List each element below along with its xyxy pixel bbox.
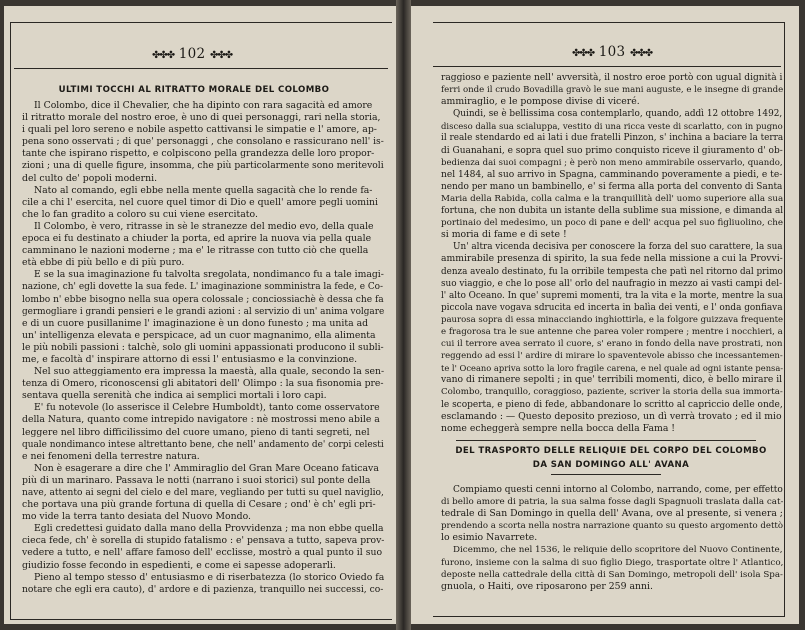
right-text-bottom-line: Compiamo questi cenni intorno al Colombo, narrando, come, per effetto [453,485,783,495]
right-text-top-line: le scoperta, e pieno di fede, abbandonare lo scritto al capriccio delle onde, [441,399,783,410]
left-text-line: i quali pel loro sereno e nobile aspetto cattivansi le simpatie e l' amore, ap- [22,124,377,136]
left-text-line: lombo n' ebbe bisogno nella sua opera colossale ; conciossiachè è dessa che fa [22,294,384,305]
right-text-top-line: di Guanahani, e sopra quel suo primo conquisto riceve il giuramento d' ob- [441,145,783,156]
right-body-text-bottom [441,484,783,593]
left-text-line: camminano le nazioni moderne ; ma e' le ritrasse con tutto ciò che quella [22,245,369,257]
left-text-line: E se la sua imaginazione fu talvolta sregolata, nondimanco fu a tale imagi- [34,269,384,281]
left-text-line: tante che ispirano rispetto, e colpiscono pella grandezza delle loro propor- [22,148,375,160]
left-text-line: Il Colombo, dice il Chevalier, che ha dipinto con rara sagacità ed amore [34,100,373,111]
left-text-line: il ritratto morale del nostro eroe, è uno di quei personaggi, rari nella storia, [22,112,381,124]
right-text-top-line: nel 1484, al suo arrivo in Spagna, camminando poveramente a piedi, e te- [441,169,783,180]
left-text-line: nave, attento ai segni del cielo e del mare, vegliando per tutti su quel naviglio, [22,488,384,498]
right-page-number-value: 103 [598,44,626,60]
right-text-top-line: il reale stendardo ed ai lati i due fratelli Pinzon, s' inchina a baciare la terra [441,133,783,144]
right-text-top-line: Quindi, se è bellissima cosa contemplarlo, quando, addì 12 ottobre 1492, [453,109,783,120]
left-text-line: pena sono osservati ; di que' personaggi , che consolano e rassicurano nell' is- [22,137,384,148]
right-text-top-line: esclamando : — Questo deposito prezioso, un dì verrà trovato ; ed il mio [441,410,782,422]
left-text-line: Nato al comando, egli ebbe nella mente quella sagacità che lo rende fa- [34,184,373,196]
left-text-line: che lo fan gradito a coloro su cui viene esercitato. [22,208,258,220]
left-text-line: del culto de' popoli moderni. [22,172,158,184]
left-text-line: Nel suo atteggiamento era impressa la maestà, alla quale, secondo la sen- [34,366,384,378]
right-text-top-line: portinaio del medesimo, un poco di pane e dell' acqua pel suo figliuolino, che [441,218,783,229]
right-text-bottom-line: prendendo a scorta nella nostra narrazione quanto su questo argomento dettò [441,521,783,532]
right-text-top-line: te l' Oceano apriva sotto la loro fragile carena, e nel quale ad ogni istante pensa- [441,363,783,374]
right-text-bottom-line: deposte nella cattedrale della città di San Domingo, metropoli dell' isola Spa- [441,569,783,580]
right-text-top-line: bedienza dai suoi compagni ; è però non meno ammirabile osservarlo, quando, [441,157,783,168]
left-text-line: cile a chi l' esercita, nel cuore quel timor di Dio e quell' amore pegli uomini [22,196,379,208]
right-text-bottom-line: lo esimio Navarrete. [441,532,538,544]
left-text-line: germogliare i grandi pensieri e le grandi azioni : al servizio di un' anima volgare [22,306,384,317]
left-ornament-icon: ✤✤✤ [152,50,175,61]
left-text-line: mo vide la terra tanto desiata del Nuovo Mondo. [22,511,251,523]
left-text-line: Egli credettesi guidato dalla mano della Provvidenza ; ma non ebbe quella [34,523,384,535]
right-text-top-line: ammiraglio, e le pompose divise di viceré. [441,96,640,108]
right-text-bottom-line: furono, insieme con la salma di suo figlio Diego, trasportate oltre l' Atlantico, [441,557,783,568]
right-text-top-line: suo viaggio, e che lo pose all' orlo del naufragio in mezzo ai vasti campi del- [441,278,783,289]
left-text-line: età ebbe di più bello e di più puro. [22,257,185,269]
left-text-line: vedere a tutto, e nell' affare famoso dell' ecclisse, mostrò a qual punto il suo [22,547,383,559]
left-text-line: notare che egli era cauto), d' ardore e di pazienza, tranquillo nei successi, co- [22,583,384,595]
right-ornament-icon: ✤✤✤ [572,48,595,59]
left-text-line: Pieno al tempo stesso d' entusiasmo e di riserbatezza (lo storico Oviedo fa [34,571,384,583]
right-text-top-line: cui il terrore avea serrato il cuore, s' erano in fondo della nave prostrati, non [441,339,783,350]
left-text-line: sentava quella serenità che indica ai semplici mortali i loro capi. [22,390,327,402]
right-section-rule-top [456,440,756,441]
right-text-top-line: Colombo, tranquillo, coraggioso, paziente, scriver la storia della sua immorta- [441,387,783,398]
right-header-rule [433,66,781,67]
left-text-line: più di un marinaro. Passava le notti (narrano i suoi storici) sul ponte della [22,474,371,486]
left-page-number [152,46,232,62]
right-page [411,6,799,624]
right-text-top-line: Un' altra vicenda decisiva per conoscere la forza del suo carattere, la sua [453,242,783,253]
right-section-heading-line1: DEL TRASPORTO DELLE RELIQUIE DEL CORPO DEL COLOMBO [455,446,767,456]
right-text-bottom-line: Dicemmo, che nel 1536, le reliquie dello scopritore del Nuovo Continente, [453,545,783,556]
right-text-top-line: si moria di fame e di sete ! [441,229,567,241]
book-gutter [396,0,411,630]
left-text-line: tenza di Omero, riconoscensi gli abitatori dell' Olimpo : la sua fisonomia pre- [22,378,384,390]
left-text-line: Non è esagerare a dire che l' Ammiraglio del Gran Mare Oceano faticava [34,462,379,474]
right-text-top-line: denza avealo destinato, fu la orribile tempesta che patì nel ritorno dal primo [441,266,783,277]
right-text-top-line: nendo per mano un bambinello, e' si ferma alla porta del convento di Santa [441,181,783,192]
right-section-rule-bottom [551,474,661,475]
right-text-bottom-line: di bello amore di patria, la sua salma fosse dagli Spagnuoli traslata dalla cat- [441,497,783,508]
left-text-line: Il Colombo, è vero, ritrasse in sè le stranezze del medio evo, della quale [34,220,374,232]
right-text-top-line: Maria della Rabida, colla calma e la tranquillità dell' uomo superiore alla sua [441,193,783,204]
left-text-line: leggere nel libro difficilissimo del cuore umano, pieno di tanti segreti, nel [22,426,370,438]
left-text-line: un' intelligenza elevata e perspicace, ad un cuor magnanimo, ella alimenta [22,329,376,341]
left-text-line: giudizio fosse fecondo in espedienti, e come ei sapesse adoperarli. [22,559,336,571]
right-text-top-line: l' alto Oceano. In que' supremi momenti, tra la vita e la morte, mentre la sua [441,290,783,301]
right-ornament-icon-right: ✤✤✤ [630,48,653,59]
left-page [4,6,396,624]
right-section-heading-line2: DA SAN DOMINGO ALL' AVANA [532,460,690,470]
left-text-line: che portava una più grande fortuna di quella di Cesare ; ond' è ch' egli pri- [22,499,376,511]
left-page-number-value: 102 [178,46,206,62]
left-text-line: della Natura, quanto come intrepido navigatore : nè mostrossi meno abile a [22,414,380,426]
left-ornament-icon-right: ✤✤✤ [210,50,233,61]
right-text-top-line: paurosa sopra di essa minacciando inghiottirla, e la folgore guizzava frequente [441,314,783,325]
left-text-line: nazione, ch' egli dovette la sua fede. L' imaginazione somministra la fede, e Co- [22,282,384,293]
left-text-line: E' fu notevole (lo asserisce il Celebre Humboldt), tanto come osservatore [34,402,380,414]
right-text-top-line: reggendo ad essi l' ardire di mirare lo spaventevole abisso che incessantemen- [441,351,783,362]
left-section-heading: ULTIMI TOCCHI AL RITRATTO MORALE DEL COLOMBO [58,85,330,95]
right-text-top-line: vano di rimanere sepolti ; in que' terribili momenti, dico, è bello mirare il [441,374,783,386]
right-body-text-top [441,72,783,435]
right-text-bottom-line: gnuola, o Haiti, ove riposarono per 259 anni. [441,580,653,592]
right-text-top-line: piccola nave vogava sdrucita ed incerta in balìa dei venti, e l' onda gonfiava [441,302,783,313]
right-text-top-line: ferri onde il crudo Bovadilla gravò le sue mani auguste, e le insegne di grande [441,85,783,96]
right-page-number [572,44,652,60]
left-text-line: epoca ei fu destinato a chiuder la porta, ed aprire la nuova via pella quale [22,233,372,245]
left-header-rule [14,68,388,69]
right-text-top-line: raggioso e paziente nell' avversità, il nostro eroe portò con ugual dignità i [441,73,783,83]
left-text-line: cieca fede, ch' è sorella di stupido fatalismo : e' pensava a tutto, sapeva prov- [22,535,384,547]
left-text-line: zioni ; una di quelle figure, insomma, che più particolarmente sono meritevoli [22,160,384,172]
right-text-top-line: e fragorosa tra le sue antenne che parea voler rompere ; mentre i nocchieri, a [441,326,783,337]
left-body-text [22,100,384,596]
right-text-top-line: ammirabile presenza di spirito, la sua fede nella missione a cui la Provvi- [441,253,783,265]
right-text-top-line: disceso dalla sua scialuppa, vestito di una ricca veste di scarlatto, con in pugno [441,121,783,132]
right-text-top-line: fortuna, che non dubita un istante della sublime sua missione, e dimanda al [441,206,783,217]
right-text-top-line: nome echeggerà sempre nella bocca della Fama ! [441,422,676,434]
right-text-bottom-line: tedrale di San Domingo in quella dell' Avana, ove al presente, si venera ; [441,508,783,520]
left-text-line: me, e facoltà d' inspirare attorno di essi l' entusiasmo e la convinzione. [22,353,358,365]
left-text-line: e di un cuore pusillanime l' imaginazione è un dono funesto ; ma unita ad [22,317,369,329]
left-text-line: e nei fenomeni della terrestre natura. [22,450,200,462]
left-text-line: le più nobili passioni : talchè, solo gli uomini appassionati producono il subli- [22,341,384,353]
left-text-line: quale nondimanco intese altrettanto bene, che nell' andamento de' corpi celesti [22,439,384,450]
